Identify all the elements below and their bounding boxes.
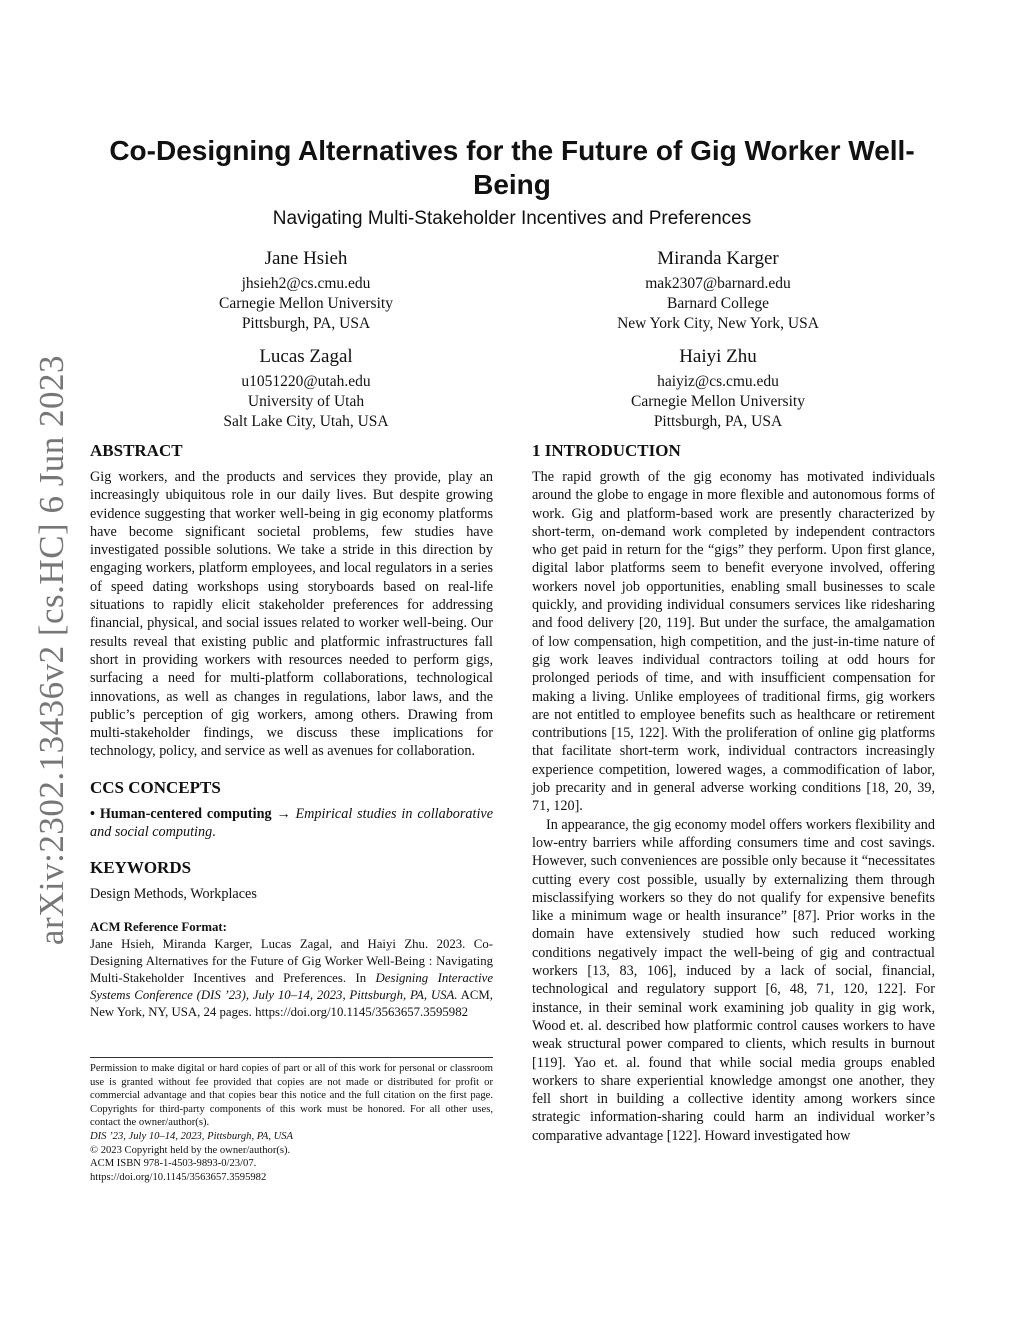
footnote-block bbox=[90, 1057, 493, 1184]
ccs-text bbox=[90, 805, 493, 842]
author-location: Pittsburgh, PA, USA bbox=[653, 413, 783, 430]
intro-paragraph-2: In appearance, the gig economy model offers workers flexibility and low-entry barriers while affording consumers time and cost savings. However, such conveniences are possible only because it “necessitates cutting every cost possible, usually by externalizing them through misclassifying workers so they do not qualify for expensive benefits like a minimum wage or health insurance” [87]. Prior works in the domain have extensively studied how such reduced working conditions negatively impact the well-being of gig and contractual workers [13, 83, 106], induced by a lack of social, financial, technological and regulatory support [6, 48, 71, 120, 122]. For instance, in their seminal work examining job quality in gig work, Wood et. al. described how platformic control causes workers to have weak structural power compared to clients, which results in burnout [119]. Yao et. al. found that while social media groups enabled workers to share experiential knowledge amongst one another, they fell short in building a collective identity among workers since strategic information-sharing could harm an individual worker’s comparative advantage [122]. Howard investigated how bbox=[532, 816, 935, 1144]
author-block bbox=[508, 246, 928, 334]
keywords-heading: KEYWORDS bbox=[90, 858, 192, 878]
footnote-copyright: © 2023 Copyright held by the owner/author(s). bbox=[90, 1144, 291, 1156]
author-name: Lucas Zagal bbox=[259, 346, 353, 367]
acm-ref-text2: ACM, New York, NY, USA, 24 pages. https://doi.org/10.1145/3563657.3595982 bbox=[90, 987, 493, 1019]
left-column bbox=[90, 440, 493, 1021]
ccs-bold: • Human-centered computing bbox=[90, 805, 272, 822]
acm-ref-italic: Designing Interactive Systems Conference (DIS ’23), July 10–14, 2023, Pittsburgh, PA, USA. bbox=[90, 970, 493, 1002]
author-affiliation: University of Utah bbox=[247, 393, 365, 410]
author-block bbox=[96, 246, 516, 334]
abstract-heading: ABSTRACT bbox=[90, 441, 183, 460]
acm-ref-text bbox=[90, 936, 493, 1021]
author-affiliation: Carnegie Mellon University bbox=[631, 393, 805, 410]
ccs-heading: CCS CONCEPTS bbox=[90, 777, 221, 797]
paper-subtitle: Navigating Multi-Stakeholder Incentives and Preferences bbox=[272, 208, 752, 229]
author-name: Miranda Karger bbox=[657, 248, 779, 269]
author-email: mak2307@barnard.edu bbox=[645, 275, 791, 292]
footnote-permission: Permission to make digital or hard copies of part or all of this work for personal or classroom use is granted without fee provided that copies are not made or distributed for profit or commercial advantage and that copies bear this notice and the full citation on the first page. Copyrights for third-party components of this work must be honored. For all other uses, contact the owner/author(s). bbox=[90, 1063, 493, 1129]
intro-paragraph-1: The rapid growth of the gig economy has motivated individuals around the globe to engage in more flexible and autonomous forms of work. Gig and platform-based work are presently characterized by short-term, on-demand work completed by independent contractors who get paid in return for the “gigs” they perform. Upon first glance, digital labor platforms seem to benefit everyone involved, offering workers novel job opportunities, enabling small businesses to scale quickly, and providing individual consumers services like ridesharing and food delivery [20, 119]. But under the surface, the amalgamation of low compensation, high competition, and the just-in-time nature of gig work leaves individual contractors toiling at odd hours for prolonged periods of time, and with insufficient compensation for making a living. Unlike employees of traditional firms, gig workers are not entitled to employee benefits such as healthcare or retirement contributions [15, 122]. With the proliferation of online gig platforms that facilitate short-term work, individual contractors increasingly experience competition, lowered wages, a commodification of labor, job precarity and in general adverse working conditions [18, 20, 39, 71, 120]. bbox=[532, 469, 935, 815]
keywords-text: Design Methods, Workplaces bbox=[90, 886, 257, 903]
right-column bbox=[532, 440, 935, 1145]
acm-ref-text1: Jane Hsieh, Miranda Karger, Lucas Zagal, and Haiyi Zhu. 2023. Co-Designing Alternatives for the Future of Gig Worker Well-Being : Navigating Multi-Stakeholder Incentives and Preferences. In bbox=[90, 936, 493, 985]
paper-title: Co-Designing Alternatives for the Future of Gig Worker Well-Being bbox=[109, 135, 915, 200]
ccs-end: . bbox=[212, 824, 216, 841]
author-name: Haiyi Zhu bbox=[679, 346, 757, 367]
author-email: haiyiz@cs.cmu.edu bbox=[657, 373, 779, 390]
ccs-arrow: → bbox=[271, 805, 296, 822]
arxiv-watermark: arXiv:2302.13436v2 [cs.HC] 6 Jun 2023 bbox=[32, 354, 71, 946]
footnote-conf: DIS ’23, July 10–14, 2023, Pittsburgh, PA, USA bbox=[90, 1130, 294, 1142]
intro-heading: 1 INTRODUCTION bbox=[532, 441, 681, 460]
author-location: New York City, New York, USA bbox=[617, 315, 819, 332]
author-block bbox=[96, 344, 516, 432]
author-location: Pittsburgh, PA, USA bbox=[241, 315, 371, 332]
author-affiliation: Barnard College bbox=[666, 295, 769, 312]
author-email: jhsieh2@cs.cmu.edu bbox=[241, 275, 371, 292]
author-location: Salt Lake City, Utah, USA bbox=[223, 413, 389, 430]
author-block bbox=[508, 344, 928, 432]
author-name: Jane Hsieh bbox=[264, 248, 348, 269]
author-email: u1051220@utah.edu bbox=[241, 373, 371, 390]
ccs-italic: Empirical studies in collaborative and social computing bbox=[90, 805, 493, 841]
abstract-text: Gig workers, and the products and services they provide, play an increasingly ubiquitous role in our daily lives. But despite growing evidence suggesting that worker well-being in gig economy platforms have become significant societal problems, few studies have investigated possible solutions. We take a stride in this direction by engaging workers, platform employees, and local regulators in a series of speed dating workshops using storyboards based on real-life situations to rapidly elicit stakeholder preferences for addressing financial, physical, and social issues related to worker well-being. Our results reveal that existing public and platformic infrastructures fall short in providing workers with resources needed to perform gigs, surfacing a need for multi-platform collaborations, technological innovations, as well as changes in regulations, labor laws, and the public’s perception of gig workers, among others. Drawing from multi-stakeholder findings, we discuss these implications for technology, policy, and service as well as avenues for collaboration. bbox=[90, 469, 493, 760]
footnote-isbn: ACM ISBN 978-1-4503-9893-0/23/07. bbox=[90, 1158, 257, 1170]
footnote-doi: https://doi.org/10.1145/3563657.3595982 bbox=[90, 1171, 267, 1183]
author-affiliation: Carnegie Mellon University bbox=[219, 295, 393, 312]
acm-ref-heading: ACM Reference Format: bbox=[90, 919, 227, 934]
